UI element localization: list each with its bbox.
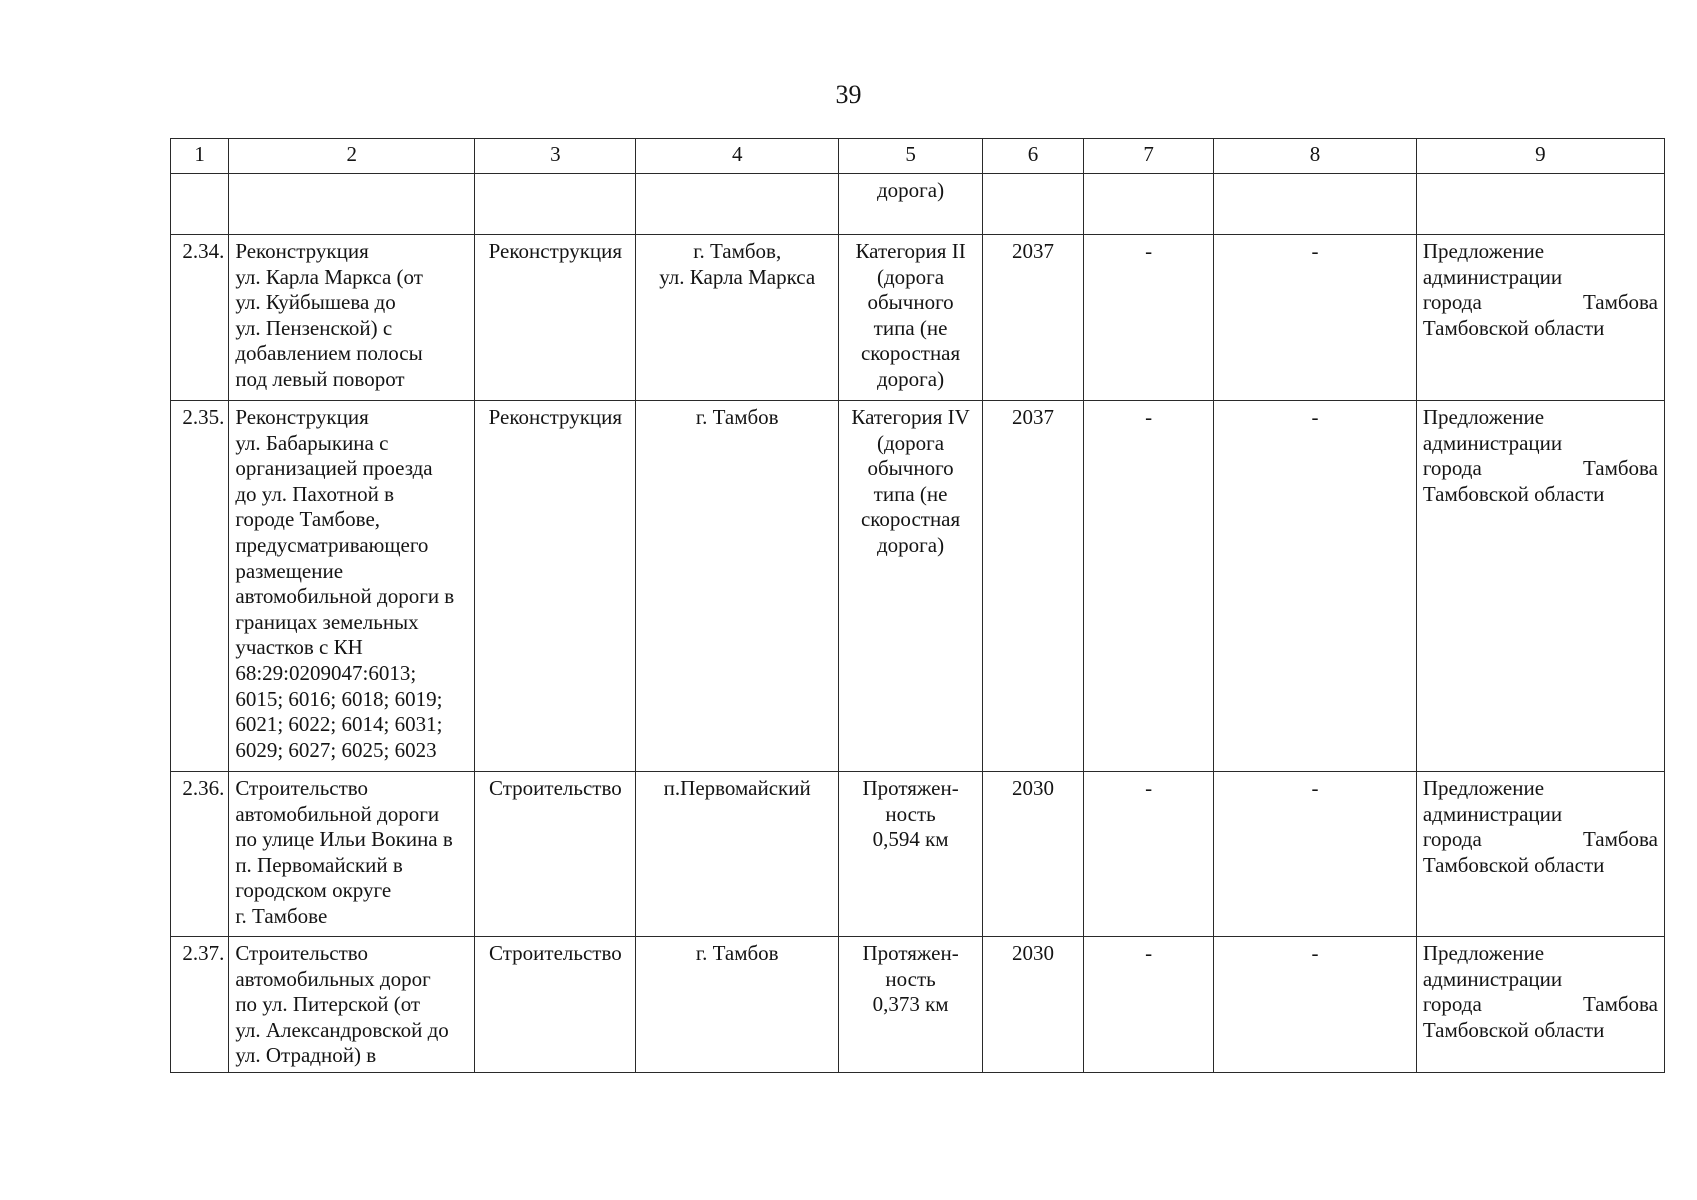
object-name-line: до ул. Пахотной в	[235, 481, 395, 506]
object-name-line: по улице Ильи Вокина в	[235, 827, 453, 852]
note-cell	[1416, 235, 1664, 401]
note-word: Тамбова	[1582, 290, 1658, 315]
object-name-line: ул. Карла Маркса (от	[235, 264, 423, 289]
characteristic-cell	[838, 401, 982, 772]
row-number: 2.35.	[171, 401, 229, 772]
note-line: администрации	[1422, 966, 1563, 991]
note-word: города	[1422, 827, 1482, 852]
object-name-line: ул. Александровской до	[235, 1017, 449, 1042]
characteristic-cell	[838, 772, 982, 937]
object-name-line: 6021; 6022; 6014; 6031;	[235, 712, 443, 737]
object-name-cell	[229, 235, 475, 401]
object-name-line: под левый поворот	[235, 366, 405, 391]
object-name-line: автомобильных дорог	[235, 966, 431, 991]
note-line	[1423, 290, 1658, 316]
object-name-line: предусматривающего	[235, 532, 429, 557]
object-name-cell	[229, 401, 475, 772]
table-row	[171, 937, 1665, 1073]
characteristic-line: 0,594 км	[872, 827, 949, 852]
object-name-line: городском округе	[235, 878, 392, 903]
object-name-line: п. Первомайский в	[235, 852, 403, 877]
table-cell	[1214, 174, 1417, 235]
year-cell: 2037	[983, 401, 1084, 772]
object-name-line: автомобильной дороги в	[235, 584, 455, 609]
object-name-cell	[229, 772, 475, 937]
location-line: г. Тамбов	[695, 941, 779, 965]
row-number: 2.36.	[171, 772, 229, 937]
characteristic-line: обычного	[867, 290, 954, 315]
characteristic-line: ность	[885, 966, 936, 991]
note-line	[1423, 456, 1658, 482]
table-rows	[171, 235, 1665, 1073]
characteristic-line: дорога)	[877, 532, 945, 557]
column-header: 5	[838, 139, 982, 174]
table-row	[171, 772, 1665, 937]
characteristic-line: типа (не	[873, 481, 948, 506]
note-line: Тамбовской области	[1422, 481, 1605, 506]
location-line: п.Первомайский	[663, 776, 811, 800]
object-name-line: по ул. Питерской (от	[235, 992, 421, 1017]
object-name-line: ул. Куйбышева до	[235, 290, 396, 315]
object-name-line: границах земельных	[235, 609, 419, 634]
object-name-line: добавлением полосы	[235, 341, 423, 366]
table-cell	[1083, 174, 1213, 235]
characteristic-line: Протяжен-	[862, 941, 959, 965]
object-name-line: 6015; 6016; 6018; 6019;	[235, 686, 443, 711]
characteristic-line: обычного	[867, 456, 954, 481]
object-name-line: организацией проезда	[235, 456, 433, 481]
object-name-line: г. Тамбове	[235, 903, 328, 928]
object-name-line: Строительство	[235, 941, 369, 965]
characteristic-cell	[838, 235, 982, 401]
note-word: Тамбова	[1582, 827, 1658, 852]
characteristic-line: скоростная	[860, 507, 961, 532]
note-line: Предложение	[1422, 941, 1545, 965]
table-cell	[636, 174, 839, 235]
column-8-cell: -	[1214, 937, 1417, 1073]
year-cell: 2037	[983, 235, 1084, 401]
column-header: 9	[1416, 139, 1664, 174]
characteristic-line: дорога)	[877, 366, 945, 391]
column-header: 2	[229, 139, 475, 174]
object-name-line: размещение	[235, 558, 344, 583]
characteristic-line: (дорога	[877, 264, 945, 289]
characteristic-cell	[838, 937, 982, 1073]
location-cell	[636, 401, 839, 772]
table-cell	[1416, 174, 1664, 235]
column-header: 4	[636, 139, 839, 174]
characteristic-line: скоростная	[860, 341, 961, 366]
note-line: Тамбовской области	[1422, 315, 1605, 340]
column-header: 8	[1214, 139, 1417, 174]
row-number: 2.37.	[171, 937, 229, 1073]
location-line: ул. Карла Маркса	[659, 264, 816, 289]
note-word: Тамбова	[1582, 992, 1658, 1017]
note-word: Тамбова	[1582, 456, 1658, 481]
object-name-cell	[229, 937, 475, 1073]
note-word: города	[1422, 992, 1482, 1017]
work-type-cell: Строительство	[475, 772, 636, 937]
characteristic-line: ность	[885, 801, 936, 826]
year-cell: 2030	[983, 772, 1084, 937]
note-line: Тамбовской области	[1422, 1017, 1605, 1042]
column-7-cell: -	[1083, 772, 1213, 937]
object-name-line: Реконструкция	[235, 405, 369, 429]
table-cell-characteristic: дорога)	[838, 174, 982, 235]
location-cell	[636, 235, 839, 401]
object-name-line: ул. Отрадной) в	[235, 1043, 377, 1068]
characteristic-line: 0,373 км	[872, 992, 949, 1017]
object-name-line: 6029; 6027; 6025; 6023	[235, 737, 437, 762]
row-number: 2.34.	[171, 235, 229, 401]
work-type-cell: Реконструкция	[475, 235, 636, 401]
object-name-line: ул. Бабарыкина с	[235, 430, 389, 455]
note-line	[1423, 992, 1658, 1018]
column-header: 1	[171, 139, 229, 174]
table-cell	[229, 174, 475, 235]
note-line: администрации	[1422, 264, 1563, 289]
column-7-cell: -	[1083, 937, 1213, 1073]
table-row	[171, 401, 1665, 772]
table-header-row	[171, 139, 1665, 174]
note-line: администрации	[1422, 801, 1563, 826]
characteristic-line: Категория IV	[851, 405, 970, 429]
note-word: города	[1422, 290, 1482, 315]
note-cell	[1416, 401, 1664, 772]
note-word: города	[1422, 456, 1482, 481]
characteristic-line: (дорога	[877, 430, 945, 455]
object-name-line: автомобильной дороги	[235, 801, 440, 826]
note-line: Предложение	[1422, 776, 1545, 800]
location-line: г. Тамбов,	[693, 239, 782, 263]
object-name-line: Строительство	[235, 776, 369, 800]
table-cell	[983, 174, 1084, 235]
note-line: администрации	[1422, 430, 1563, 455]
table-cell	[171, 174, 229, 235]
year-cell: 2030	[983, 937, 1084, 1073]
location-line: г. Тамбов	[695, 405, 779, 429]
column-8-cell: -	[1214, 401, 1417, 772]
object-name-line: участков с КН	[235, 635, 363, 660]
characteristic-line: Категория II	[855, 239, 966, 263]
document-table	[170, 138, 1665, 1073]
table-row-continuation	[171, 174, 1665, 235]
note-cell	[1416, 772, 1664, 937]
object-name-line: ул. Пензенской) с	[235, 315, 393, 340]
note-line: Предложение	[1422, 239, 1545, 263]
column-header: 6	[983, 139, 1084, 174]
table-row	[171, 235, 1665, 401]
characteristic-line: Протяжен-	[862, 776, 959, 800]
note-line: Тамбовской области	[1422, 852, 1605, 877]
column-8-cell: -	[1214, 772, 1417, 937]
work-type-cell: Реконструкция	[475, 401, 636, 772]
work-type-cell: Строительство	[475, 937, 636, 1073]
note-line	[1423, 827, 1658, 853]
column-8-cell: -	[1214, 235, 1417, 401]
column-header: 3	[475, 139, 636, 174]
object-name-line: Реконструкция	[235, 239, 369, 263]
column-7-cell: -	[1083, 235, 1213, 401]
location-cell	[636, 937, 839, 1073]
note-cell	[1416, 937, 1664, 1073]
note-line: Предложение	[1422, 405, 1545, 429]
location-cell	[636, 772, 839, 937]
object-name-line: городе Тамбове,	[235, 507, 381, 532]
characteristic-line: типа (не	[873, 315, 948, 340]
object-name-line: 68:29:0209047:6013;	[235, 660, 417, 685]
column-header: 7	[1083, 139, 1213, 174]
page-number: 39	[835, 80, 862, 109]
column-7-cell: -	[1083, 401, 1213, 772]
table-cell	[475, 174, 636, 235]
